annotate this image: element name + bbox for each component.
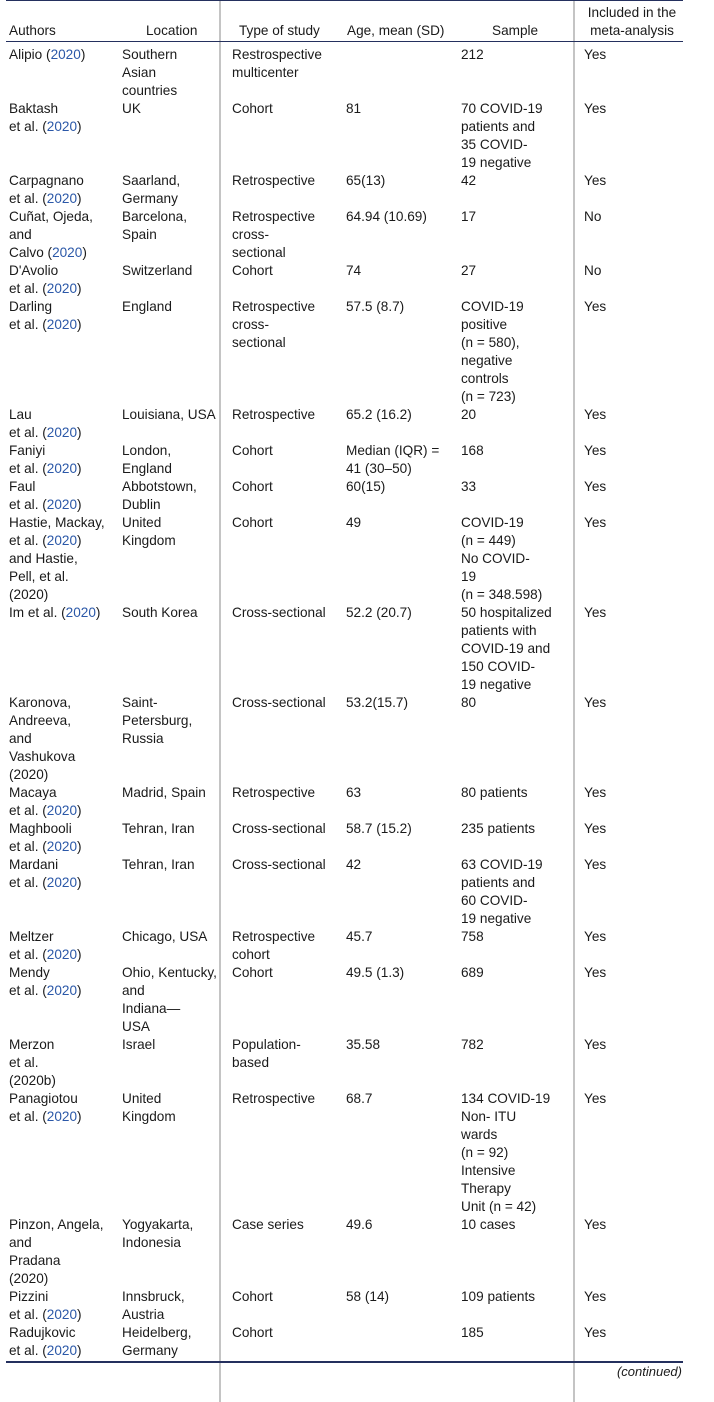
cell-location: UK [122,101,141,116]
cell-authors [9,964,82,1000]
cell-sample: 20 [461,407,477,422]
citation-year-link[interactable]: 2020 [46,461,78,476]
cell-sample: 10 cases [461,1217,516,1232]
cell-sample: 27 [461,263,477,278]
author-text: Pinzon, Angela, and Pradana (2020) [9,1217,104,1286]
cell-age: Median (IQR) = 41 (30–50) [346,443,440,476]
cell-included: Yes [584,1091,607,1106]
citation-year-link[interactable]: 2020 [46,425,78,440]
citation-year-link[interactable]: 2020 [46,1343,78,1358]
column-divider-left [219,0,221,1402]
author-text-tail: ) [82,245,87,260]
cell-type: Retrospective [232,1091,316,1106]
cell-type: Retrospective cohort [232,929,316,962]
cell-sample: 168 [461,443,484,458]
author-text-tail: ) [77,947,82,962]
cell-sample: COVID-19 (n = 449) No COVID- 19 (n = 348.598) [461,515,543,602]
cell-location: Louisiana, USA [122,407,216,422]
cell-sample: 80 patients [461,785,528,800]
header-authors: Authors [9,23,56,38]
cell-sample: 134 COVID-19 Non- ITU wards (n = 92) Intensive Therapy Unit (n = 42) [461,1091,551,1214]
author-text-tail: ) [77,119,82,134]
cell-sample: 17 [461,209,477,224]
cell-location: Israel [122,1037,156,1052]
author-text-tail: ) [77,425,82,440]
cell-type: Cohort [232,101,273,116]
cell-included: Yes [584,515,607,530]
header-type: Type of study [239,23,320,38]
author-text-tail: ) [77,281,82,296]
author-text-tail: ) [77,191,82,206]
cell-location: Saint- Petersburg, Russia [122,695,193,746]
citation-year-link[interactable]: 2020 [46,281,78,296]
cell-sample: 235 patients [461,821,536,836]
cell-age: 49.6 [346,1217,373,1232]
cell-authors [9,784,82,820]
cell-location: Ohio, Kentucky, and Indiana— USA [122,965,217,1034]
cell-age: 64.94 (10.69) [346,209,427,224]
cell-type: Retrospective cross- sectional [232,209,316,260]
author-text-tail: ) [77,317,82,332]
cell-included: Yes [584,407,607,422]
cell-type: Cross-sectional [232,605,326,620]
cell-location: Heidelberg, Germany [122,1325,192,1358]
header-rule [6,41,683,42]
cell-authors [9,1288,82,1324]
cell-included: No [584,209,602,224]
author-text-tail: ) [77,983,82,998]
cell-location: Switzerland [122,263,193,278]
cell-type: Cross-sectional [232,857,326,872]
author-text: D'Avolio et al. ( [9,263,59,296]
citation-year-link[interactable]: 2020 [46,1307,78,1322]
citation-year-link[interactable]: 2020 [46,191,78,206]
cell-age: 58.7 (15.2) [346,821,412,836]
cell-authors [9,1324,82,1360]
author-text: Meltzer et al. ( [9,929,54,962]
header-sample: Sample [492,23,539,38]
cell-location: London, England [122,443,172,476]
cell-sample: 70 COVID-19 patients and 35 COVID- 19 negative [461,101,543,170]
cell-authors [9,856,82,892]
author-text: Mendy et al. ( [9,965,50,998]
cell-location: United Kingdom [122,515,176,548]
cell-type: Restrospective multicenter [232,47,322,80]
cell-sample: COVID-19 positive (n = 580), negative controls (n = 723) [461,299,524,404]
cell-age: 53.2(15.7) [346,695,408,710]
author-text: Carpagnano et al. ( [9,173,84,206]
citation-year-link[interactable]: 2020 [46,1109,78,1124]
author-text: Faul et al. ( [9,479,47,512]
cell-sample: 33 [461,479,477,494]
author-text: Macaya et al. ( [9,785,57,818]
citation-year-link[interactable]: 2020 [46,803,78,818]
cell-age: 63 [346,785,362,800]
author-text: Cuñat, Ojeda, and Calvo ( [9,209,93,260]
cell-included: Yes [584,479,607,494]
column-divider-right [573,0,575,1402]
author-text: Merzon et al. (2020b) [9,1037,56,1088]
citation-year-link[interactable]: 2020 [46,119,78,134]
cell-sample: 42 [461,173,477,188]
cell-type: Cohort [232,443,273,458]
cell-authors [9,406,82,442]
header-included: Included in the meta-analysis [587,5,677,38]
author-text: Mardani et al. ( [9,857,59,890]
cell-location: Tehran, Iran [122,857,195,872]
author-text: Faniyi et al. ( [9,443,47,476]
cell-authors [9,208,93,262]
cell-authors [9,820,82,856]
citation-year-link[interactable]: 2020 [46,839,78,854]
cell-sample: 109 patients [461,1289,536,1304]
author-text-tail: ) and Hastie, Pell, et al. (2020) [9,533,82,602]
cell-authors [9,514,105,604]
cell-authors [9,1090,82,1126]
cell-sample: 689 [461,965,484,980]
cell-location: Innsbruck, Austria [122,1289,185,1322]
cell-sample: 63 COVID-19 patients and 60 COVID- 19 negative [461,857,543,926]
cell-location: Chicago, USA [122,929,208,944]
continued-note [520,1364,682,1379]
cell-included: Yes [584,821,607,836]
header-age: Age, mean (SD) [347,23,445,38]
author-text-tail: ) [77,803,82,818]
author-text: Darling et al. ( [9,299,53,332]
table-top-rule [6,0,683,1]
cell-age: 49 [346,515,362,530]
author-text-tail: ) [77,1307,82,1322]
cell-location: South Korea [122,605,198,620]
cell-included: Yes [584,47,607,62]
cell-included: Yes [584,1289,607,1304]
cell-location: Tehran, Iran [122,821,195,836]
author-text: Alipio ( [9,47,51,62]
cell-included: Yes [584,443,607,458]
cell-type: Retrospective [232,173,316,188]
cell-included: Yes [584,965,607,980]
cell-type: Retrospective cross- sectional [232,299,316,350]
cell-authors [9,1036,56,1090]
author-text: Lau et al. ( [9,407,47,440]
author-text-tail: ) [80,47,86,62]
citation-year-link[interactable]: 2020 [46,947,78,962]
cell-authors [9,46,85,64]
cell-authors [9,262,82,298]
cell-age: 58 (14) [346,1289,390,1304]
author-text-tail: ) [77,497,82,512]
author-text-tail: ) [77,875,82,890]
cell-age: 68.7 [346,1091,373,1106]
cell-age: 42 [346,857,362,872]
cell-included: No [584,263,602,278]
citation-year-link[interactable]: 2020 [46,317,78,332]
cell-included: Yes [584,173,607,188]
cell-authors [9,100,82,136]
cell-authors [9,694,75,784]
cell-age: 45.7 [346,929,373,944]
cell-type: Cohort [232,515,273,530]
cell-age: 74 [346,263,362,278]
cell-authors [9,442,82,478]
cell-included: Yes [584,695,607,710]
author-text: Baktash et al. ( [9,101,59,134]
author-text: Maghbooli et al. ( [9,821,72,854]
author-text: Pizzini et al. ( [9,1289,49,1322]
cell-age: 52.2 (20.7) [346,605,412,620]
cell-sample: 758 [461,929,484,944]
cell-included: Yes [584,1325,607,1340]
citation-year-link[interactable]: 2020 [50,47,81,62]
cell-age: 35.58 [346,1037,381,1052]
cell-included: Yes [584,785,607,800]
cell-age: 81 [346,101,362,116]
cell-age: 65.2 (16.2) [346,407,412,422]
cell-authors [9,478,82,514]
author-text: Hastie, Mackay, et al. ( [9,515,105,548]
author-text: Radujkovic et al. ( [9,1325,76,1358]
cell-location: United Kingdom [122,1091,176,1124]
author-text-tail: ) [95,605,101,620]
citation-year-link[interactable]: 2020 [46,497,78,512]
header-location: Location [146,23,198,38]
citation-year-link[interactable]: 2020 [46,875,78,890]
cell-location: Madrid, Spain [122,785,206,800]
cell-type: Retrospective [232,407,316,422]
author-text: Karonova, Andreeva, and Vashukova (2020) [9,695,76,782]
cell-sample: 50 hospitalized patients with COVID-19 and 150 COVID- 19 negative [461,605,552,692]
cell-type: Case series [232,1217,304,1232]
cell-location: Abbotstown, Dublin [122,479,197,512]
cell-age: 57.5 (8.7) [346,299,405,314]
cell-location: England [122,299,172,314]
continued-label: (continued) [616,1364,682,1379]
cell-location: Barcelona, Spain [122,209,187,242]
cell-type: Retrospective [232,785,316,800]
author-text-tail: ) [77,839,82,854]
cell-included: Yes [584,101,607,116]
cell-type: Cross-sectional [232,695,326,710]
cell-age: 65(13) [346,173,386,188]
cell-included: Yes [584,857,607,872]
cell-authors [9,172,84,208]
cell-type: Cohort [232,1325,273,1340]
cell-type: Cohort [232,1289,273,1304]
cell-age: 60(15) [346,479,386,494]
cell-sample: 782 [461,1037,484,1052]
cell-included: Yes [584,1217,607,1232]
cell-type: Population- based [232,1037,301,1070]
cell-type: Cohort [232,965,273,980]
author-text-tail: ) [77,1343,82,1358]
cell-location: Southern Asian countries [122,47,178,98]
author-text: Im et al. ( [9,605,66,620]
author-text: Panagiotou et al. ( [9,1091,78,1124]
cell-included: Yes [584,605,607,620]
citation-year-link[interactable]: 2020 [65,605,96,620]
citation-year-link[interactable]: 2020 [52,245,83,260]
cell-authors [9,928,82,964]
cell-age: 49.5 (1.3) [346,965,405,980]
citation-year-link[interactable]: 2020 [46,983,78,998]
cell-included: Yes [584,929,607,944]
cell-location: Yogyakarta, Indonesia [122,1217,194,1250]
cell-sample: 80 [461,695,477,710]
cell-sample: 185 [461,1325,484,1340]
cell-authors [9,604,100,622]
cell-authors [9,1216,103,1288]
cell-type: Cross-sectional [232,821,326,836]
author-text-tail: ) [77,461,82,476]
cell-included: Yes [584,299,607,314]
cell-location: Saarland, Germany [122,173,181,206]
citation-year-link[interactable]: 2020 [46,533,78,548]
table-bottom-rule [6,1361,683,1363]
author-text-tail: ) [77,1109,82,1124]
cell-included: Yes [584,1037,607,1052]
cell-type: Cohort [232,479,273,494]
cell-authors [9,298,82,334]
cell-type: Cohort [232,263,273,278]
cell-sample: 212 [461,47,484,62]
